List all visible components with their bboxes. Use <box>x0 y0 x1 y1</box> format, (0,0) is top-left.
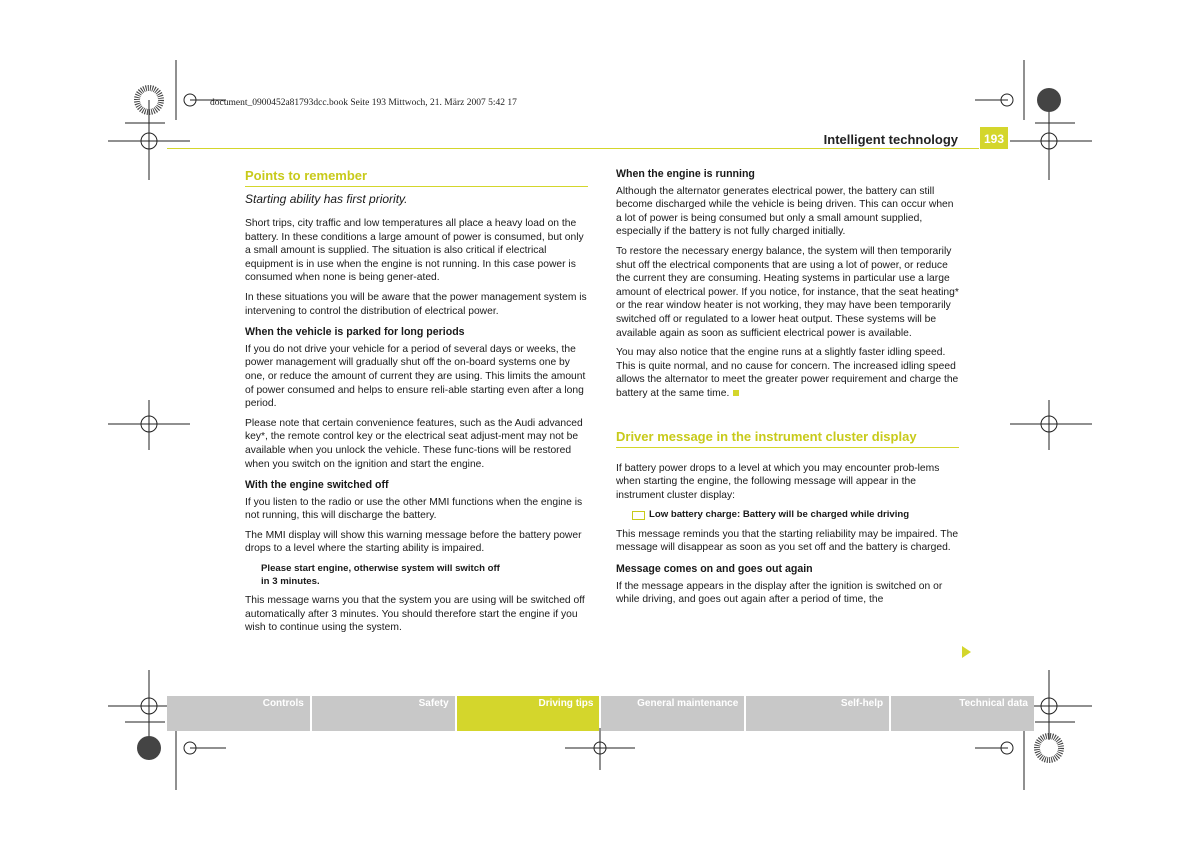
paragraph: If you do not drive your vehicle for a period of several days or weeks, the power management will gradually shut off the on-board systems one by one, or reduce the amount of current they are using. This limits the amount of power consumed and helps to ensure reli-able starting even after a long period. <box>245 343 586 410</box>
cluster-message <box>632 508 959 522</box>
display-message-line: in 3 minutes. <box>261 576 320 588</box>
subheading: When the vehicle is parked for long periods <box>245 326 465 339</box>
tab-driving-tips[interactable]: Driving tips <box>457 696 600 731</box>
footer-tabs <box>167 696 1034 731</box>
continue-arrow-icon <box>962 646 971 658</box>
heading-rule <box>616 447 959 448</box>
heading-rule <box>245 186 588 187</box>
paragraph: If the message appears in the display after the ignition is switched on or while driving, and goes out again after a period of time, the <box>616 580 943 606</box>
subheading: Message comes on and goes out again <box>616 563 813 576</box>
battery-icon <box>632 511 645 520</box>
paragraph: If you listen to the radio or use the other MMI functions when the engine is not running, this will discharge the battery. <box>245 496 583 522</box>
header-rule <box>167 148 979 149</box>
print-header: document_0900452a81793dcc.book Seite 193 Mittwoch, 21. März 2007 5:42 17 <box>210 98 517 108</box>
left-column <box>245 168 588 641</box>
display-message-line: Please start engine, otherwise system will switch off <box>261 563 500 575</box>
tab-safety[interactable]: Safety <box>312 696 455 731</box>
paragraph: This message warns you that the system you are using will be switched off automatically after 3 minutes. You should therefore start the engine if you wish to continue using the system. <box>245 595 585 634</box>
running-head-title: Intelligent technology <box>823 132 958 147</box>
tab-self-help[interactable]: Self-help <box>746 696 889 731</box>
tab-technical-data[interactable]: Technical data <box>891 696 1034 731</box>
paragraph: If battery power drops to a level at which you may encounter prob-lems when starting the engine, the following message will appear in the instrument cluster display: <box>616 462 940 501</box>
paragraph: Please note that certain convenience features, such as the Audi advanced key*, the remote control key or the electrical seat adjust-ment may not be available when you unlock the vehicle. These func-tions will be restored when you switch on the ignition and start the engine. <box>245 417 583 470</box>
section-heading: Points to remember <box>245 168 368 183</box>
paragraph: The MMI display will show this warning message before the battery power drops to a level where the starting ability is impaired. <box>245 529 582 555</box>
cluster-message-text: Low battery charge: Battery will be charged while driving <box>649 509 910 521</box>
right-column <box>616 168 959 613</box>
display-message <box>261 562 588 588</box>
paragraph-text: You may also notice that the engine runs at a slightly faster idling speed. This is quite normal, and no cause for concern. The increased idling speed allows the alternator to meet the greater power requirement and charge the battery at the same time. <box>616 347 959 399</box>
section-subtitle: Starting ability has first priority. <box>245 192 408 206</box>
paragraph: Short trips, city traffic and low temperatures all place a heavy load on the battery. In these conditions a large amount of power is consumed, but only a small amount is supplied. The situation is also critical if electrical equipment is in use when the engine is not running. In this case power is consumed when none is being gener-ated. <box>245 218 584 284</box>
paragraph: Although the alternator generates electrical power, the battery can still become discharged while the vehicle is being driven. This can occur when a lot of power is being consumed but only a small amount supplied, especially if the battery is not fully charged initially. <box>616 185 954 238</box>
section-heading: Driver message in the instrument cluster display <box>616 428 917 444</box>
paragraph: In these situations you will be aware that the power management system is intervening to control the distribution of electrical power. <box>245 291 587 317</box>
tab-general-maintenance[interactable]: General maintenance <box>601 696 744 731</box>
page-number: 193 <box>984 132 1005 146</box>
end-of-section-icon <box>733 390 739 396</box>
paragraph <box>616 346 959 400</box>
paragraph: This message reminds you that the starting reliability may be impaired. The message will disappear as soon as you set off and the battery is charged. <box>616 528 959 554</box>
subheading: When the engine is running <box>616 168 755 180</box>
subheading: With the engine switched off <box>245 479 389 492</box>
tab-controls[interactable]: Controls <box>167 696 310 731</box>
paragraph: To restore the necessary energy balance, the system will then temporarily shut off the electrical components that are using a lot of power, or reduce the current they are consuming. Heating systems in particular use a large amount of electrical power. If you notice, for instance, that the seat heating* or the rear window heater is not working, they may have been temporarily switched off or regulated to a lower heat output. These systems will be available again as soon as sufficient electrical power is available. <box>616 245 959 339</box>
